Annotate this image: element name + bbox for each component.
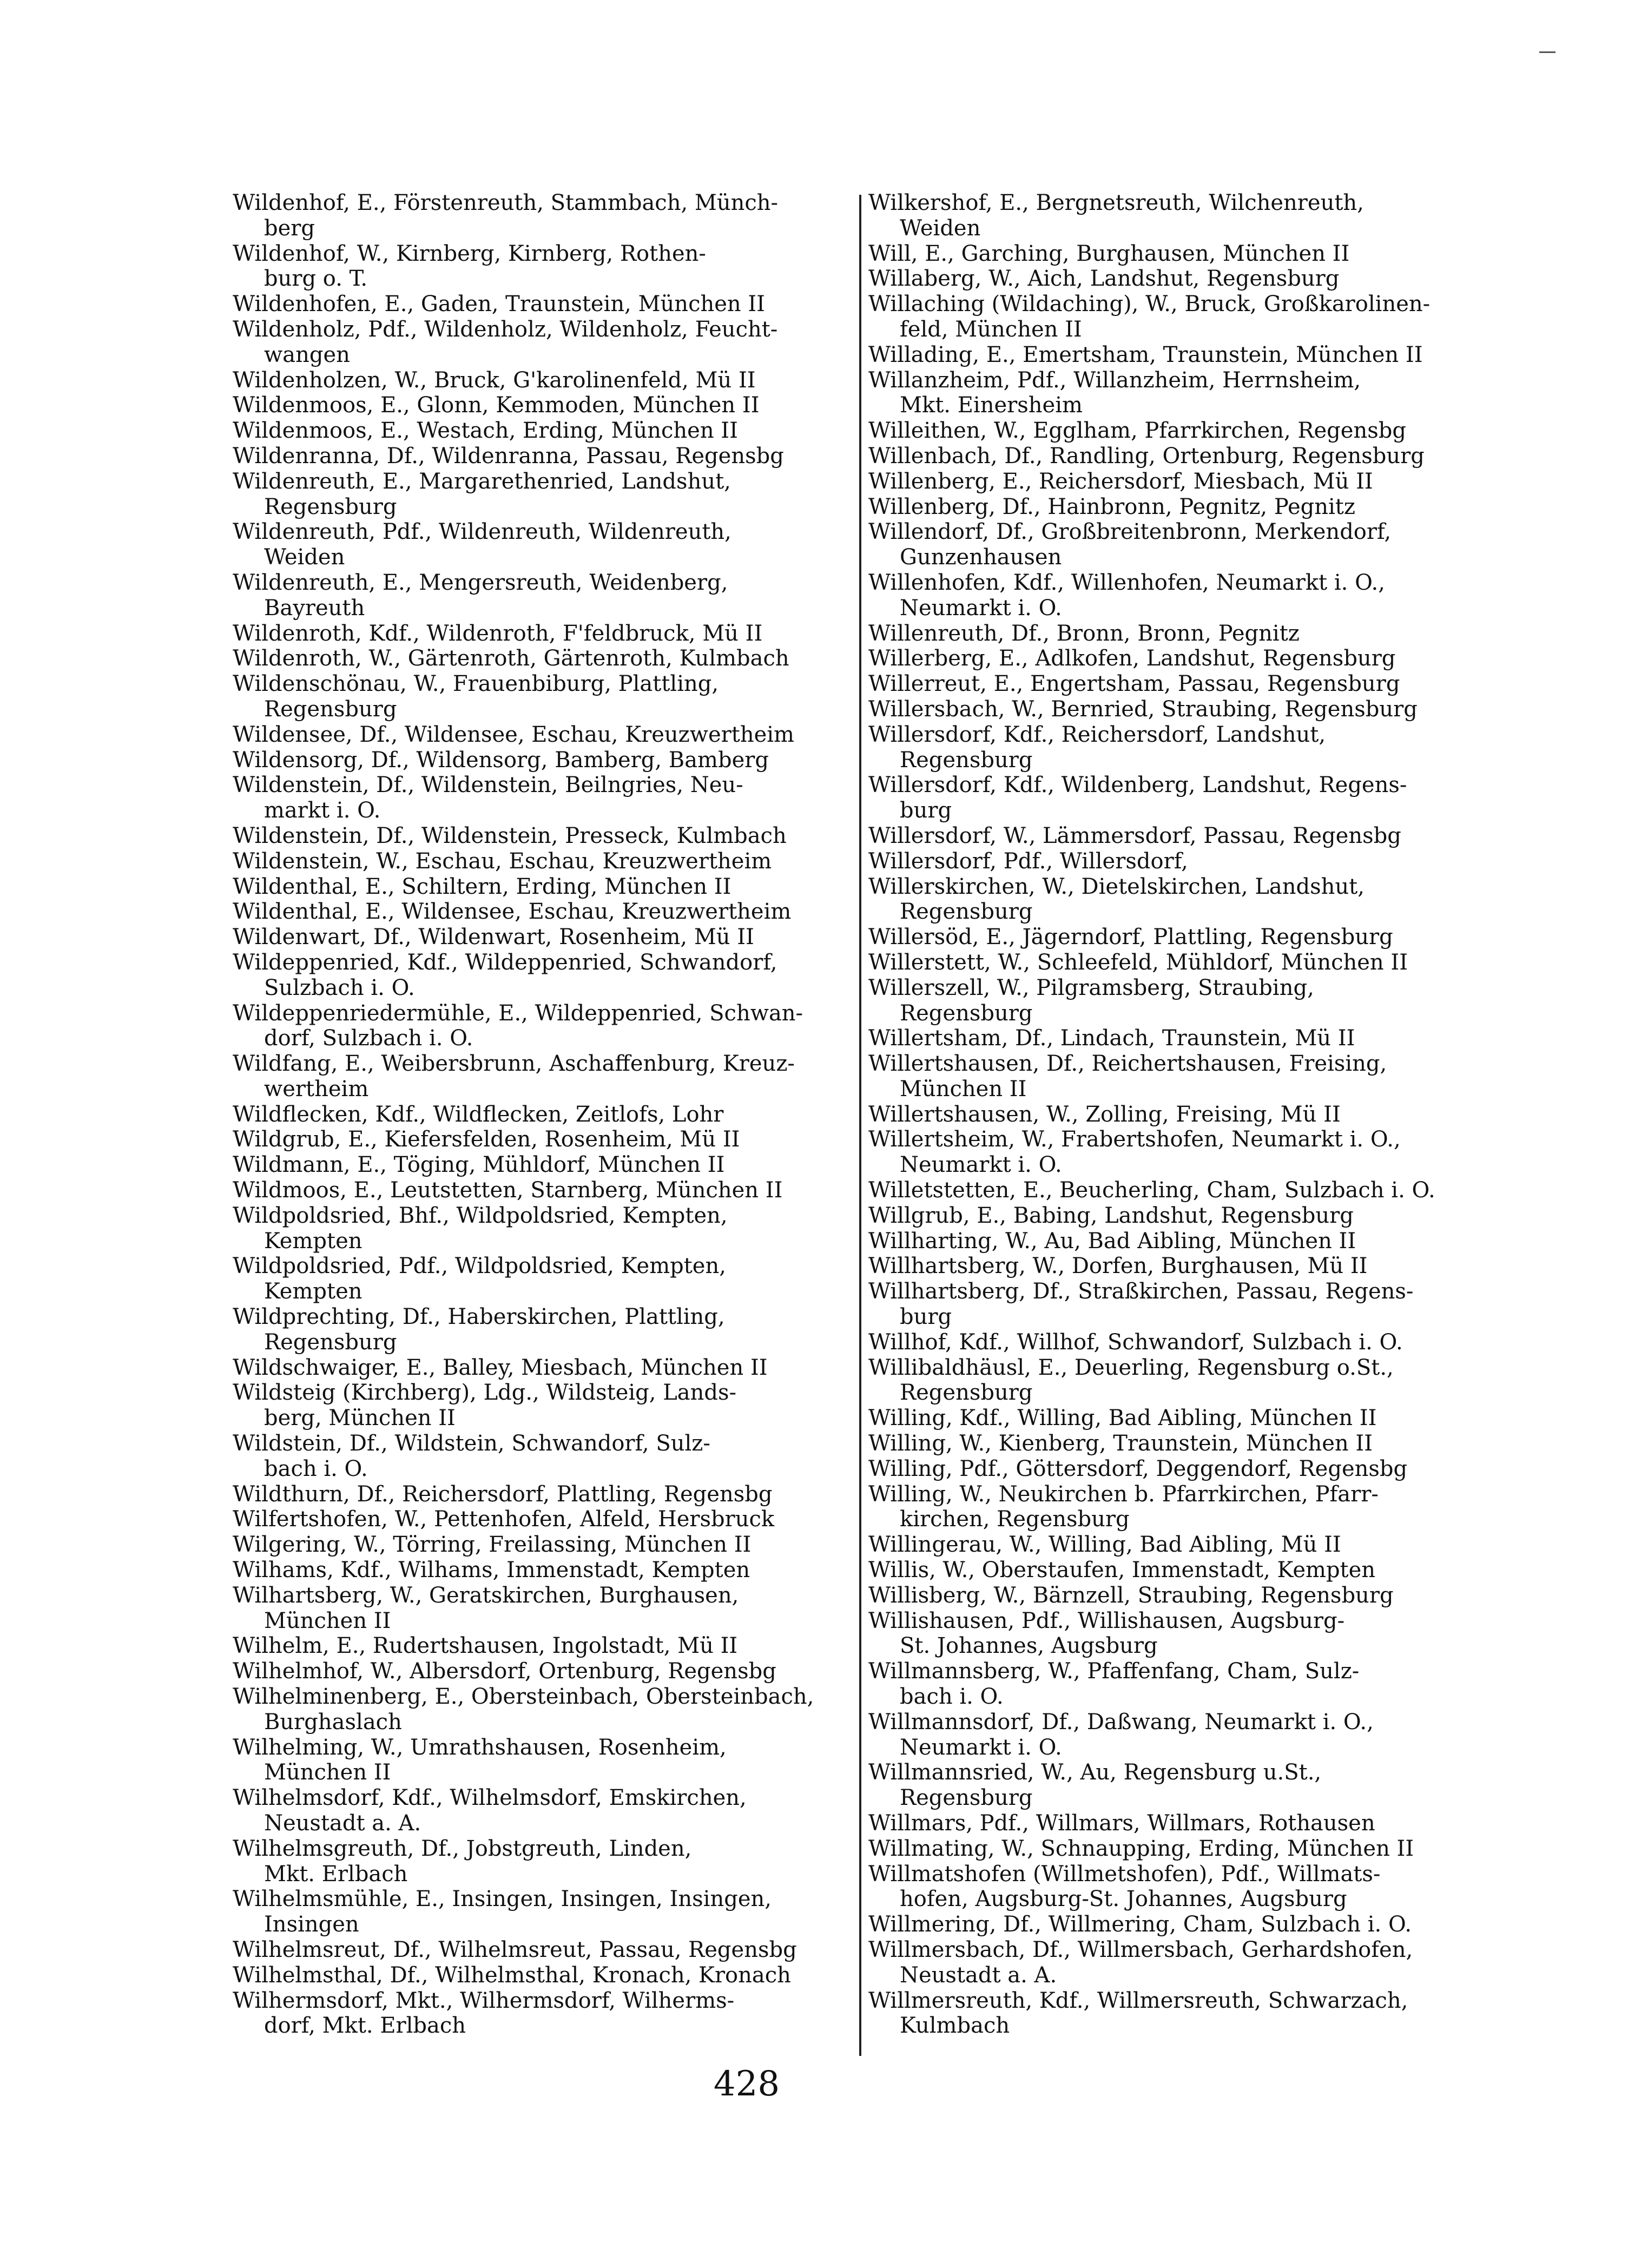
entry-line: Wilhams, Kdf., Wilhams, Immenstadt, Kempten	[233, 1558, 750, 1583]
entry-continuation-line: München II	[264, 1760, 391, 1785]
entry-continuation-line: Neumarkt i. O.	[900, 1152, 1062, 1178]
entry-line: Wilhermsdorf, Mkt., Wilhermsdorf, Wilherms-	[233, 1988, 735, 2013]
entry-line: Willenberg, E., Reichersdorf, Miesbach, Mü II	[868, 469, 1373, 494]
gazetteer-entry	[233, 1482, 866, 1507]
entry-line: Wildenranna, Df., Wildenranna, Passau, Regensbg	[233, 443, 784, 469]
entry-line: Willersdorf, Pdf., Willersdorf,	[868, 848, 1188, 874]
gazetteer-entry	[868, 1862, 1501, 1913]
entry-line: Willmersbach, Df., Willmersbach, Gerhardshofen,	[868, 1937, 1413, 1962]
entry-continuation-line: Regensburg	[900, 1380, 1033, 1406]
entry-continuation-line: burg	[900, 798, 952, 823]
gazetteer-entry	[868, 950, 1501, 975]
gazetteer-entry	[868, 519, 1501, 570]
entry-line: Wilhelmsthal, Df., Wilhelmsthal, Kronach, Kronach	[233, 1962, 791, 1988]
entry-continuation-line: Kempten	[264, 1228, 362, 1254]
gazetteer-entry	[233, 469, 866, 520]
left-column	[233, 190, 866, 2039]
gazetteer-entry	[233, 899, 866, 925]
gazetteer-entry	[233, 925, 866, 950]
gazetteer-entry	[233, 418, 866, 444]
entry-continuation-line: Neumarkt i. O.	[900, 595, 1062, 621]
entry-line: Wilhelminenberg, E., Obersteinbach, Obersteinbach,	[233, 1684, 814, 1710]
entry-line: Wildenreuth, Pdf., Wildenreuth, Wildenreuth,	[233, 519, 731, 545]
entry-line: Willgrub, E., Babing, Landshut, Regensburg	[868, 1203, 1354, 1228]
entry-continuation-line: München II	[264, 1608, 391, 1633]
gazetteer-entry	[868, 1659, 1501, 1710]
gazetteer-entry	[233, 823, 866, 849]
entry-line: Wilhelmsmühle, E., Insingen, Insingen, Insingen,	[233, 1887, 772, 1912]
gazetteer-entry	[233, 393, 866, 418]
entry-line: Wilgering, W., Törring, Freilassing, München II	[233, 1532, 752, 1558]
entry-line: Wildenreuth, E., Margarethenried, Landshut,	[233, 469, 731, 494]
gazetteer-entry	[233, 1735, 866, 1786]
gazetteer-entry	[868, 1988, 1501, 2039]
entry-continuation-line: Mkt. Einersheim	[900, 393, 1083, 418]
entry-continuation-line: burg o. T.	[264, 266, 368, 292]
entry-line: Willharting, W., Au, Bad Aibling, München II	[868, 1228, 1356, 1254]
entry-continuation-line: Regensburg	[264, 1329, 397, 1355]
gazetteer-entry	[233, 1304, 866, 1355]
gazetteer-entry	[233, 1001, 866, 1052]
gazetteer-entry	[868, 1811, 1501, 1836]
gazetteer-entry	[868, 1836, 1501, 1862]
entry-line: Willmatshofen (Willmetshofen), Pdf., Willmats-	[868, 1861, 1381, 1887]
gazetteer-entry	[868, 1608, 1501, 1659]
gazetteer-entry	[233, 292, 866, 317]
gazetteer-entry	[233, 1558, 866, 1583]
entry-line: Willmering, Df., Willmering, Cham, Sulzbach i. O.	[868, 1912, 1412, 1937]
gazetteer-entry	[868, 849, 1501, 874]
entry-line: Will, E., Garching, Burghausen, München II	[868, 241, 1350, 266]
entry-continuation-line: Kulmbach	[900, 2013, 1010, 2039]
gazetteer-entry	[868, 1406, 1501, 1431]
entry-line: Wilhelming, W., Umrathshausen, Rosenheim,	[233, 1735, 727, 1760]
gazetteer-entry	[868, 418, 1501, 444]
entry-line: Willmannsdorf, Df., Daßwang, Neumarkt i. O.,	[868, 1709, 1374, 1735]
entry-continuation-line: Weiden	[264, 545, 345, 570]
entry-line: Wilhartsberg, W., Geratskirchen, Burghausen,	[233, 1583, 739, 1608]
entry-line: Willaching (Wildaching), W., Bruck, Großkarolinen-	[868, 292, 1431, 317]
entry-line: Willerberg, E., Adlkofen, Landshut, Regensburg	[868, 646, 1396, 671]
entry-continuation-line: Gunzenhausen	[900, 545, 1062, 570]
gazetteer-entry	[233, 519, 866, 570]
entry-line: Willhartsberg, Df., Straßkirchen, Passau, Regens-	[868, 1279, 1414, 1304]
entry-line: Willendorf, Df., Großbreitenbronn, Merkendorf,	[868, 519, 1392, 545]
entry-line: Wildpoldsried, Bhf., Wildpoldsried, Kempten,	[233, 1203, 728, 1228]
entry-continuation-line: Neustadt a. A.	[264, 1811, 421, 1836]
entry-line: Wildfang, E., Weibersbrunn, Aschaffenburg, Kreuz-	[233, 1051, 795, 1077]
entry-line: Willmars, Pdf., Willmars, Willmars, Rothausen	[868, 1811, 1375, 1836]
entry-continuation-line: bach i. O.	[264, 1456, 368, 1481]
gazetteer-entry	[868, 1532, 1501, 1558]
entry-continuation-line: Regensburg	[900, 1785, 1033, 1811]
entry-line: Wilhelmsreut, Df., Wilhelmsreut, Passau, Regensbg	[233, 1937, 797, 1962]
gazetteer-entry	[868, 1710, 1501, 1761]
gazetteer-entry	[233, 874, 866, 900]
entry-line: Wildmann, E., Töging, Mühldorf, München II	[233, 1152, 725, 1178]
entry-line: Willersdorf, Kdf., Reichersdorf, Landshut,	[868, 722, 1326, 747]
entry-line: Wildenhofen, E., Gaden, Traunstein, München II	[233, 292, 765, 317]
entry-line: Willing, W., Neukirchen b. Pfarrkirchen, Pfarr-	[868, 1481, 1379, 1507]
entry-continuation-line: St. Johannes, Augsburg	[900, 1633, 1158, 1659]
gazetteer-entry	[868, 266, 1501, 292]
gazetteer-entry	[233, 748, 866, 773]
gazetteer-entry	[233, 444, 866, 469]
gazetteer-entry	[233, 190, 866, 241]
entry-continuation-line: burg	[900, 1304, 952, 1330]
entry-line: Wildenroth, Kdf., Wildenroth, F'feldbruck, Mü II	[233, 621, 763, 646]
gazetteer-entry	[868, 646, 1501, 671]
gazetteer-entry	[233, 773, 866, 823]
entry-line: Wildgrub, E., Kiefersfelden, Rosenheim, Mü II	[233, 1127, 740, 1152]
entry-line: Willenbach, Df., Randling, Ortenburg, Regensburg	[868, 443, 1425, 469]
gazetteer-entry	[233, 1507, 866, 1532]
scan-mark	[1539, 51, 1556, 53]
entry-line: Willertshausen, W., Zolling, Freising, Mü II	[868, 1102, 1341, 1127]
entry-line: Wilfertshofen, W., Pettenhofen, Alfeld, Hersbruck	[233, 1507, 775, 1532]
gazetteer-entry	[868, 874, 1501, 925]
entry-line: Willenberg, Df., Hainbronn, Pegnitz, Pegnitz	[868, 494, 1355, 519]
gazetteer-entry	[868, 621, 1501, 647]
entry-line: Willing, Kdf., Willing, Bad Aibling, München II	[868, 1406, 1377, 1431]
gazetteer-entry	[233, 368, 866, 393]
entry-continuation-line: berg	[264, 215, 315, 241]
entry-line: Wildflecken, Kdf., Wildflecken, Zeitlofs, Lohr	[233, 1102, 724, 1127]
gazetteer-entry	[868, 1431, 1501, 1456]
entry-line: Wildenhof, E., Förstenreuth, Stammbach, Münch-	[233, 190, 779, 215]
entry-line: Willersöd, E., Jägerndorf, Plattling, Regensburg	[868, 925, 1393, 950]
gazetteer-entry	[868, 823, 1501, 849]
entry-line: Wildthurn, Df., Reichersdorf, Plattling, Regensbg	[233, 1481, 773, 1507]
entry-line: Wildstein, Df., Wildstein, Schwandorf, Sulz-	[233, 1431, 710, 1456]
gazetteer-entry	[233, 1355, 866, 1381]
entry-continuation-line: markt i. O.	[264, 798, 381, 823]
entry-continuation-line: Regensburg	[900, 899, 1033, 925]
page-number: 428	[713, 2064, 780, 2104]
entry-line: Wilhelm, E., Rudertshausen, Ingolstadt, Mü II	[233, 1633, 738, 1659]
entry-line: Wildenstein, W., Eschau, Eschau, Kreuzwertheim	[233, 848, 772, 874]
entry-continuation-line: Weiden	[900, 215, 981, 241]
entry-line: Wildenthal, E., Wildensee, Eschau, Kreuzwertheim	[233, 899, 792, 925]
entry-line: Wilhelmhof, W., Albersdorf, Ortenburg, Regensbg	[233, 1659, 776, 1684]
gazetteer-entry	[233, 1988, 866, 2039]
gazetteer-entry	[233, 671, 866, 722]
gazetteer-entry	[868, 241, 1501, 267]
gazetteer-entry	[233, 722, 866, 748]
gazetteer-entry	[233, 1785, 866, 1836]
entry-line: Willetstetten, E., Beucherling, Cham, Sulzbach i. O.	[868, 1178, 1435, 1203]
entry-continuation-line: Bayreuth	[264, 595, 365, 621]
gazetteer-entry	[233, 1532, 866, 1558]
entry-line: Wildenmoos, E., Westach, Erding, München II	[233, 418, 738, 444]
entry-continuation-line: Regensburg	[900, 1000, 1033, 1026]
gazetteer-entry	[233, 1051, 866, 1102]
gazetteer-entry	[233, 1380, 866, 1431]
gazetteer-entry	[233, 570, 866, 621]
entry-line: Wildenhof, W., Kirnberg, Kirnberg, Rothen-	[233, 241, 706, 266]
gazetteer-entry	[868, 697, 1501, 722]
gazetteer-entry	[233, 241, 866, 292]
gazetteer-entry	[868, 773, 1501, 823]
entry-line: Wildschwaiger, E., Balley, Miesbach, München II	[233, 1355, 768, 1380]
entry-line: Willerszell, W., Pilgramsberg, Straubing,	[868, 975, 1314, 1000]
gazetteer-entry	[868, 1937, 1501, 1988]
entry-line: Willhartsberg, W., Dorfen, Burghausen, Mü II	[868, 1254, 1368, 1279]
entry-line: Willisberg, W., Bärnzell, Straubing, Regensburg	[868, 1583, 1394, 1608]
entry-line: Wilhelmsgreuth, Df., Jobstgreuth, Linden,	[233, 1836, 692, 1861]
gazetteer-entry	[868, 975, 1501, 1026]
entry-line: Willhof, Kdf., Willhof, Schwandorf, Sulzbach i. O.	[868, 1329, 1403, 1355]
entry-continuation-line: Neustadt a. A.	[900, 1962, 1057, 1988]
gazetteer-entry	[868, 368, 1501, 419]
gazetteer-entry	[868, 1102, 1501, 1128]
gazetteer-entry	[868, 1229, 1501, 1254]
entry-line: Willmannsberg, W., Pfaffenfang, Cham, Sulz-	[868, 1659, 1360, 1684]
entry-continuation-line: feld, München II	[900, 317, 1082, 342]
entry-line: Willenhofen, Kdf., Willenhofen, Neumarkt i. O.,	[868, 570, 1385, 595]
entry-continuation-line: Regensburg	[900, 747, 1033, 773]
entry-continuation-line: Mkt. Erlbach	[264, 1861, 408, 1887]
gazetteer-entry	[233, 646, 866, 671]
gazetteer-entry	[868, 1456, 1501, 1482]
entry-line: Wildenmoos, E., Glonn, Kemmoden, München II	[233, 393, 760, 418]
entry-continuation-line: dorf, Sulzbach i. O.	[264, 1026, 473, 1051]
gazetteer-entry	[233, 1937, 866, 1963]
gazetteer-entry	[233, 1254, 866, 1304]
gazetteer-entry	[233, 1659, 866, 1684]
entry-line: Wildprechting, Df., Haberskirchen, Plattling,	[233, 1304, 725, 1330]
entry-continuation-line: berg, München II	[264, 1406, 456, 1431]
entry-line: Willerreut, E., Engertsham, Passau, Regensburg	[868, 671, 1400, 697]
gazetteer-entry	[233, 849, 866, 874]
gazetteer-entry	[868, 1178, 1501, 1203]
entry-line: Wildenschönau, W., Frauenbiburg, Plattling,	[233, 671, 719, 697]
entry-line: Wilkershof, E., Bergnetsreuth, Wilchenreuth,	[868, 190, 1364, 215]
gazetteer-entry	[868, 190, 1501, 241]
gazetteer-entry	[868, 570, 1501, 621]
entry-continuation-line: Sulzbach i. O.	[264, 975, 415, 1000]
entry-line: Willersdorf, Kdf., Wildenberg, Landshut, Regens-	[868, 773, 1407, 798]
entry-line: Wildensorg, Df., Wildensorg, Bamberg, Bamberg	[233, 747, 769, 773]
gazetteer-entry	[233, 1887, 866, 1937]
gazetteer-entry	[868, 1279, 1501, 1330]
gazetteer-entry	[868, 1051, 1501, 1102]
entry-line: Willertshausen, Df., Reichertshausen, Freising,	[868, 1051, 1387, 1077]
entry-line: Willerskirchen, W., Dietelskirchen, Landshut,	[868, 874, 1365, 899]
gazetteer-entry	[233, 1684, 866, 1735]
entry-line: Willis, W., Oberstaufen, Immenstadt, Kempten	[868, 1558, 1376, 1583]
gazetteer-entry	[868, 1912, 1501, 1937]
gazetteer-entry	[868, 1254, 1501, 1279]
entry-line: Willing, Pdf., Göttersdorf, Deggendorf, Regensbg	[868, 1456, 1408, 1481]
entry-continuation-line: hofen, Augsburg-St. Johannes, Augsburg	[900, 1887, 1347, 1912]
gazetteer-entry	[868, 469, 1501, 495]
entry-line: Willaberg, W., Aich, Landshut, Regensburg	[868, 266, 1340, 292]
gazetteer-entry	[233, 1431, 866, 1482]
entry-line: Wildenstein, Df., Wildenstein, Beilngries, Neu-	[233, 773, 743, 798]
entry-line: Willibaldhäusl, E., Deuerling, Regensburg o.St.,	[868, 1355, 1394, 1380]
entry-continuation-line: Neumarkt i. O.	[900, 1735, 1062, 1760]
entry-line: Wildenroth, W., Gärtenroth, Gärtenroth, Kulmbach	[233, 646, 789, 671]
entry-line: Wildpoldsried, Pdf., Wildpoldsried, Kempten,	[233, 1254, 726, 1279]
entry-line: Willertsham, Df., Lindach, Traunstein, Mü II	[868, 1026, 1355, 1051]
entry-line: Willmating, W., Schnaupping, Erding, München II	[868, 1836, 1414, 1861]
gazetteer-entry	[868, 1760, 1501, 1811]
gazetteer-entry	[868, 671, 1501, 697]
entry-line: Willerstett, W., Schleefeld, Mühldorf, München II	[868, 950, 1408, 975]
entry-line: Wildsteig (Kirchberg), Ldg., Wildsteig, Lands-	[233, 1380, 737, 1406]
entry-line: Willertsheim, W., Frabertshofen, Neumarkt i. O.,	[868, 1127, 1401, 1152]
entry-continuation-line: dorf, Mkt. Erlbach	[264, 2013, 466, 2039]
entry-line: Wildenwart, Df., Wildenwart, Rosenheim, Mü II	[233, 925, 754, 950]
entry-line: Wildenreuth, E., Mengersreuth, Weidenberg,	[233, 570, 728, 595]
entry-continuation-line: Burghaslach	[264, 1709, 402, 1735]
gazetteer-entry	[868, 342, 1501, 368]
gazetteer-entry	[233, 1152, 866, 1178]
gazetteer-entry	[868, 1203, 1501, 1229]
entry-line: Wildeppenried, Kdf., Wildeppenried, Schwandorf,	[233, 950, 777, 975]
entry-line: Willmannsried, W., Au, Regensburg u.St.,	[868, 1760, 1322, 1785]
entry-line: Willersdorf, W., Lämmersdorf, Passau, Regensbg	[868, 823, 1401, 848]
entry-line: Wildenthal, E., Schiltern, Erding, München II	[233, 874, 731, 899]
entry-line: Willersbach, W., Bernried, Straubing, Regensburg	[868, 696, 1418, 722]
right-column	[868, 190, 1501, 2039]
gazetteer-entry	[233, 1203, 866, 1254]
entry-line: Willeithen, W., Egglham, Pfarrkirchen, Regensbg	[868, 418, 1406, 444]
gazetteer-entry	[233, 1127, 866, 1152]
entry-continuation-line: München II	[900, 1076, 1027, 1102]
gazetteer-entry	[868, 1355, 1501, 1406]
gazetteer-entry	[233, 621, 866, 647]
gazetteer-entry	[868, 925, 1501, 950]
entry-line: Wildenholzen, W., Bruck, G'karolinenfeld, Mü II	[233, 367, 756, 393]
entry-line: Wildeppenriedermühle, E., Wildeppenried, Schwan-	[233, 1000, 803, 1026]
gazetteer-entry	[233, 317, 866, 368]
gazetteer-entry	[233, 1583, 866, 1634]
gazetteer-entry	[868, 1482, 1501, 1533]
entry-line: Wildensee, Df., Wildensee, Eschau, Kreuzwertheim	[233, 722, 794, 747]
entry-continuation-line: Kempten	[264, 1279, 362, 1304]
gazetteer-entry	[868, 444, 1501, 469]
gazetteer-entry	[233, 1102, 866, 1128]
entry-line: Wilhelmsdorf, Kdf., Wilhelmsdorf, Emskirchen,	[233, 1785, 747, 1811]
gazetteer-entry	[868, 1330, 1501, 1355]
gazetteer-entry	[868, 1127, 1501, 1178]
gazetteer-entry	[233, 950, 866, 1001]
gazetteer-entry	[233, 1178, 866, 1203]
gazetteer-entry	[868, 722, 1501, 773]
gazetteer-entry	[868, 495, 1501, 520]
entry-continuation-line: Insingen	[264, 1912, 359, 1937]
gazetteer-entry	[868, 1558, 1501, 1583]
entry-line: Willenreuth, Df., Bronn, Bronn, Pegnitz	[868, 621, 1300, 646]
entry-line: Willing, W., Kienberg, Traunstein, München II	[868, 1431, 1373, 1456]
entry-line: Willanzheim, Pdf., Willanzheim, Herrnsheim,	[868, 367, 1361, 393]
entry-continuation-line: kirchen, Regensburg	[900, 1507, 1130, 1532]
entry-line: Willingerau, W., Willing, Bad Aibling, Mü II	[868, 1532, 1341, 1558]
entry-line: Wildenstein, Df., Wildenstein, Presseck, Kulmbach	[233, 823, 787, 848]
gazetteer-entry	[233, 1633, 866, 1659]
entry-continuation-line: wangen	[264, 342, 350, 367]
entry-continuation-line: bach i. O.	[900, 1684, 1004, 1710]
gazetteer-entry	[233, 1963, 866, 1988]
gazetteer-entry	[868, 1026, 1501, 1051]
entry-line: Wildmoos, E., Leutstetten, Starnberg, München II	[233, 1178, 783, 1203]
gazetteer-entry	[233, 1836, 866, 1887]
column-divider	[859, 195, 861, 2056]
entry-line: Wildenholz, Pdf., Wildenholz, Wildenholz, Feucht-	[233, 317, 778, 342]
entry-line: Willading, E., Emertsham, Traunstein, München II	[868, 342, 1423, 367]
entry-continuation-line: Regensburg	[264, 696, 397, 722]
gazetteer-entry	[868, 1583, 1501, 1608]
entry-line: Willishausen, Pdf., Willishausen, Augsburg-	[868, 1608, 1345, 1633]
entry-continuation-line: Regensburg	[264, 494, 397, 519]
entry-continuation-line: wertheim	[264, 1076, 369, 1102]
entry-line: Willmersreuth, Kdf., Willmersreuth, Schwarzach,	[868, 1988, 1408, 2013]
gazetteer-entry	[868, 292, 1501, 342]
